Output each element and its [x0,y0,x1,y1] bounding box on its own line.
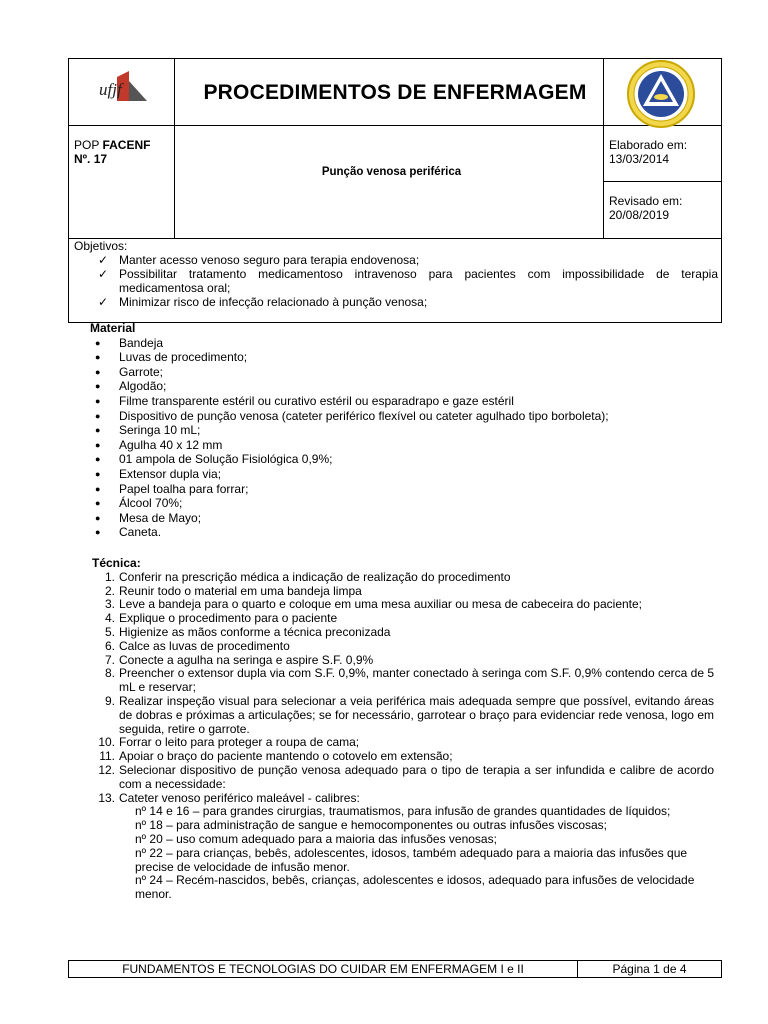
technique-step [92,667,714,695]
page-title: PROCEDIMENTOS DE ENFERMAGEM [203,81,587,104]
step-text: Conferir na prescrição médica a indicação de realização do procedimento [119,569,511,584]
bullet-icon: ● [95,498,101,509]
bullet-icon: ● [95,468,101,479]
bullet-icon: ● [95,395,101,406]
material-heading: Material [90,321,136,335]
elaborated-label: Elaborado em: [609,138,688,152]
technique-step [92,792,714,806]
step-number: 3. [104,597,115,612]
elaborated-date: 13/03/2014 [609,152,670,166]
step-number: 1. [104,569,115,584]
step-text: Selecionar dispositivo de punção venosa adequado para o tipo de terapia a ser infundida e calibre de acordo com a necessidade: [119,762,714,791]
technique-step [92,695,714,736]
footer-page-number: Página 1 de 4 [612,962,687,976]
material-text: Agulha 40 x 12 mm [119,437,223,452]
material-item [90,365,720,380]
material-text: Papel toalha para forrar; [119,481,249,496]
technique-step [92,654,714,668]
objectives-list [74,253,718,309]
material-item [90,467,720,482]
material-text: Álcool 70%; [119,496,183,511]
pop-org: FACENF [102,138,151,152]
technique-step [92,640,714,654]
page-footer [68,960,722,978]
calibre-item: nº 24 – Recém-nascidos, bebês, crianças, adolescentes e idosos, adequado para infusões de velocidade menor. [135,873,695,902]
pop-number: Nº. 17 [74,152,108,166]
objective-item [74,295,718,309]
step-text: Reunir todo o material em uma bandeja limpa [119,583,362,598]
objective-text: Manter acesso venoso seguro para terapia endovenosa; [119,253,420,267]
footer-course: FUNDAMENTOS E TECNOLOGIAS DO CUIDAR EM ENFERMAGEM I e II [122,962,524,976]
step-text: Calce as luvas de procedimento [119,638,290,653]
step-number: 13. [98,790,115,805]
calibre-item: nº 22 – para crianças, bebês, adolescentes, idosos, também adequado para a maioria das infusões que precise de velocidade de infusão menor. [135,845,688,874]
material-text: Luvas de procedimento; [119,350,248,365]
objective-text: Minimizar risco de infecção relacionado à punção venosa; [119,295,428,309]
material-item [90,496,720,511]
step-text: Conecte a agulha na seringa e aspire S.F. 0,9% [119,652,374,667]
step-number: 9. [104,693,115,708]
step-text: Forrar o leito para proteger a roupa de cama; [119,735,360,750]
step-text: Explique o procedimento para o paciente [119,611,338,626]
calibre-item: nº 18 – para administração de sangue e hemocomponentes ou outras infusões viscosas; [135,818,608,833]
bullet-icon: ● [95,366,101,377]
objective-item [74,267,718,295]
material-item [90,350,720,365]
step-number: 12. [98,762,115,777]
material-item [90,379,720,394]
ufjf-logo [97,71,149,103]
material-text: Algodão; [119,379,167,394]
checkmark-icon: ✓ [98,267,109,281]
bullet-icon: ● [95,527,101,538]
bullet-icon: ● [95,483,101,494]
step-text: Leve a bandeja para o quarto e coloque em uma mesa auxiliar ou mesa de cabeceira do paciente; [119,597,643,612]
material-item [90,336,720,351]
revised-block [609,194,682,222]
technique-step [92,598,714,612]
material-text: 01 ampola de Solução Fisiológica 0,9%; [119,452,333,467]
technique-step [92,626,714,640]
material-text: Garrote; [119,364,164,379]
header-divider [603,181,721,182]
material-text: Extensor dupla via; [119,466,222,481]
technique-step [92,585,714,599]
step-text: Cateter venoso periférico maleável - calibres: [119,790,360,805]
objectives-section [74,239,718,309]
material-text: Caneta. [119,525,162,540]
pop-code [74,138,150,152]
bullet-icon: ● [95,439,101,450]
material-text: Seringa 10 mL; [119,423,201,438]
step-text: Preencher o extensor dupla via com S.F. 0,9%, manter conectado à seringa com S.F. 0,9% contendo cerca de 5 mL e reservar; [119,666,714,695]
technique-step [92,736,714,750]
calibre-list [92,805,714,902]
material-item [90,409,720,424]
material-item [90,438,720,453]
material-item [90,394,720,409]
material-text: Bandeja [119,335,164,350]
procedure-name: Punção venosa periférica [321,166,462,178]
bullet-icon: ● [95,337,101,348]
header-divider [174,59,175,238]
bullet-icon: ● [95,352,101,363]
objective-item [74,253,718,267]
bullet-icon: ● [95,425,101,436]
bullet-icon: ● [95,381,101,392]
material-list [90,336,720,540]
technique-section [92,557,714,902]
elaborated-block [609,138,687,166]
objective-text: Possibilitar tratamento medicamentoso intravenoso para pacientes com impossibilidade de terapia medicamentosa oral; [119,267,718,295]
technique-step [92,750,714,764]
step-number: 2. [104,583,115,598]
step-number: 4. [104,611,115,626]
step-text: Higienize as mãos conforme a técnica preconizada [119,624,391,639]
material-text: Dispositivo de punção venosa (cateter periférico flexível ou cateter agulhado tipo borboleta); [119,408,609,423]
calibre-item: nº 20 – uso comum adequado para a maioria das infusões venosas; [135,831,497,846]
bullet-icon: ● [95,512,101,523]
material-text: Filme transparente estéril ou curativo estéril ou esparadrapo e gaze estéril [119,393,514,408]
facenf-seal-icon [626,59,696,129]
technique-step [92,764,714,792]
calibre-item: nº 14 e 16 – para grandes cirurgias, traumatismos, para infusão de grandes quantidades de líquidos; [135,804,671,819]
material-section [90,321,720,540]
revised-date: 20/08/2019 [609,208,670,222]
step-text: Realizar inspeção visual para selecionar a veia periférica mais adequada sempre que possível, evitando áreas de dobras e próximas a articulações; se for necessário, garrotear o braço para evidenciar rede venosa, logo em seguida, retire o garrote. [119,693,714,736]
header-table [68,58,722,323]
bullet-icon: ● [95,454,101,465]
revised-label: Revisado em: [609,194,683,208]
checkmark-icon: ✓ [98,295,109,309]
header-divider [69,125,721,126]
technique-list [92,571,714,806]
checkmark-icon: ✓ [98,253,109,267]
material-item [90,423,720,438]
technique-step [92,612,714,626]
material-text: Mesa de Mayo; [119,510,202,525]
technique-step [92,571,714,585]
technique-heading: Técnica: [92,556,141,570]
pop-label: POP [74,138,100,152]
bullet-icon: ● [95,410,101,421]
step-number: 6. [104,638,115,653]
material-item [90,525,720,540]
material-item [90,482,720,497]
material-item [90,511,720,526]
step-number: 8. [104,666,115,681]
step-number: 10. [98,735,115,750]
material-item [90,452,720,467]
step-text: Apoiar o braço do paciente mantendo o cotovelo em extensão; [119,749,453,764]
objectives-label: Objetivos: [74,239,128,253]
ufjf-logo-text: ufjf [99,80,122,99]
step-number: 7. [104,652,115,667]
step-number: 5. [104,624,115,639]
step-number: 11. [99,749,115,764]
